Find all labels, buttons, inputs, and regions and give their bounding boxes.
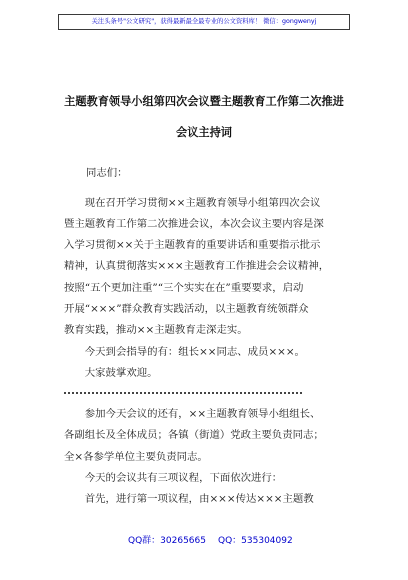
salutation: 同志们： bbox=[86, 167, 128, 179]
body-line: 今天的会议共有三项议程，下面依次进行： bbox=[64, 472, 283, 484]
body-line: 按照“五个更加注重”“三个实实在在”重要要求，启动 bbox=[64, 282, 304, 294]
body-line: 入学习贯彻××关于主题教育的重要讲话和重要指示批示 bbox=[64, 239, 321, 251]
body-line: 精神，认真贯彻落实×××主题教育工作推进会会议精神， bbox=[64, 260, 330, 272]
body-line: 现在召开学习贯彻××主题教育领导小组第四次会议 bbox=[64, 197, 321, 209]
footer-qq-group: QQ群：30265665 bbox=[128, 536, 206, 546]
dotted-separator bbox=[64, 392, 302, 394]
body-line: 参加今天会议的还有，××主题教育领导小组组长、 bbox=[64, 408, 321, 420]
body-line: 开展“×××”群众教育实践活动，以主题教育统领群众 bbox=[64, 303, 309, 315]
document-subtitle: 会议主持词 bbox=[176, 126, 232, 139]
header-banner: 关注头条号"公文研究"，获得最新最全最专业的公文资料库！ 微信：gongwenyj bbox=[58, 14, 350, 30]
footer-qq: QQ：535304092 bbox=[218, 536, 293, 546]
body-line: 各副组长及全体成员；各镇（街道）党政主要负责同志； bbox=[64, 429, 324, 441]
body-line: 大家鼓掌欢迎。 bbox=[64, 367, 158, 379]
body-line: 教育实践，推动××主题教育走深走实。 bbox=[64, 324, 248, 336]
body-line: 首先，进行第一项议程，由×××传达×××主题教 bbox=[64, 493, 314, 505]
body-line: 暨主题教育工作第二次推进会议，本次会议主要内容是深 bbox=[64, 218, 324, 230]
document-title: 主题教育领导小组第四次会议暨主题教育工作第二次推进 bbox=[64, 95, 344, 108]
body-line: 今天到会指导的有：组长××同志、成员×××。 bbox=[64, 346, 305, 358]
body-line: 全×各参学单位主要负责同志。 bbox=[64, 451, 208, 463]
